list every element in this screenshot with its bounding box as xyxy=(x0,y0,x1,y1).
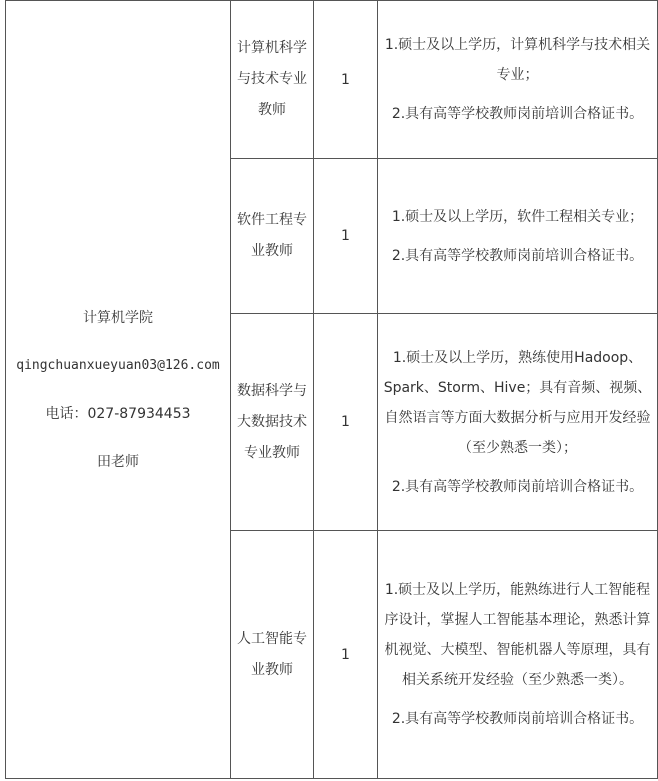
department-phone: 电话：027-87934453 xyxy=(45,405,191,422)
position-requirements xyxy=(378,159,658,314)
position-requirements xyxy=(378,1,658,159)
recruitment-table xyxy=(5,0,658,779)
department-contact: 田老师 xyxy=(97,453,139,470)
position-title: 人工智能专业教师 xyxy=(231,531,314,779)
table-row xyxy=(6,1,658,159)
requirement-item: 1.硕士及以上学历，熟练使用Hadoop、Spark、Storm、Hive；具有音频、视频、自然语言等方面大数据分析与应用开发经验（至少熟悉一类）； xyxy=(383,349,652,456)
position-title: 软件工程专业教师 xyxy=(231,159,314,314)
requirement-item: 2.具有高等学校教师岗前培训合格证书。 xyxy=(391,478,644,495)
position-title: 数据科学与大数据技术专业教师 xyxy=(231,314,314,531)
position-count: 1 xyxy=(314,1,378,159)
requirement-item: 2.具有高等学校教师岗前培训合格证书。 xyxy=(391,711,644,727)
position-count: 1 xyxy=(314,531,378,779)
position-requirements xyxy=(378,531,658,779)
requirement-item: 1.硕士及以上学历，软件工程相关专业； xyxy=(391,208,644,225)
requirement-item: 2.具有高等学校教师岗前培训合格证书。 xyxy=(391,106,644,122)
position-count: 1 xyxy=(314,314,378,531)
position-requirements xyxy=(378,314,658,531)
requirement-item: 2.具有高等学校教师岗前培训合格证书。 xyxy=(391,247,644,264)
position-title: 计算机科学与技术专业教师 xyxy=(231,1,314,159)
position-count: 1 xyxy=(314,159,378,314)
requirement-item: 1.硕士及以上学历，计算机科学与技术相关专业； xyxy=(384,37,651,83)
department-name: 计算机学院 xyxy=(83,309,153,326)
department-email: qingchuanxueyuan03@126.com xyxy=(16,357,220,373)
department-cell xyxy=(6,1,231,779)
requirement-item: 1.硕士及以上学历，能熟练进行人工智能程序设计，掌握人工智能基本理论，熟悉计算机视觉、大模型、智能机器人等原理，具有相关系统开发经验（至少熟悉一类）。 xyxy=(384,582,651,688)
